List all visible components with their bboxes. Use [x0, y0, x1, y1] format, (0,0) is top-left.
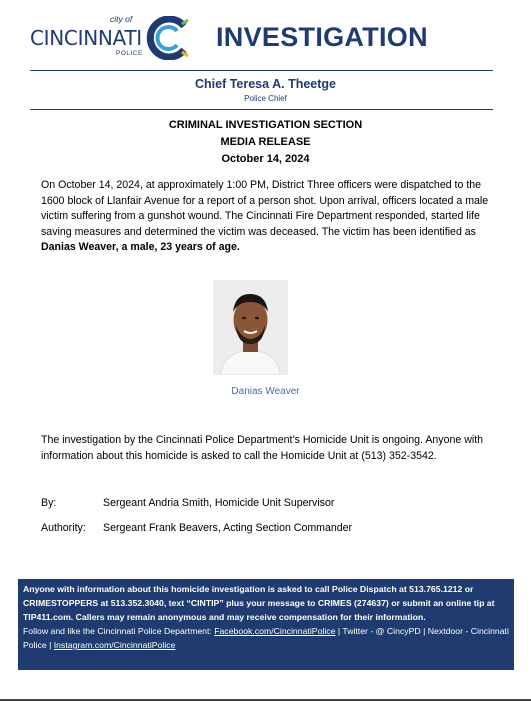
follow-text: Follow and like the Cincinnati Police Department:	[23, 626, 212, 636]
chief-name: Chief Teresa A. Theetge	[194, 77, 336, 91]
tip-footer	[18, 579, 514, 670]
release-date: October 14, 2024	[221, 153, 310, 165]
page-header	[0, 0, 531, 70]
section-heading: CRIMINAL INVESTIGATION SECTION	[168, 119, 363, 131]
logo-city-of: city of	[110, 14, 133, 24]
victim-photo	[213, 280, 288, 375]
photo-caption: Danias Weaver	[231, 386, 300, 397]
cincinnati-police-logo	[30, 14, 190, 60]
page-title: INVESTIGATION	[216, 22, 428, 52]
investigation-paragraph: The investigation by the Cincinnati Police Department’s Homicide Unit is ongoing. Anyone with information about this homicide is asked to call the Homicide Unit at (513) 352-3542.	[41, 434, 484, 462]
logo-police: POLICE	[116, 50, 143, 57]
victim-identity: Danias Weaver, a male, 23 years of age.	[41, 241, 240, 253]
by-label: By:	[41, 497, 57, 509]
incident-text: On October 14, 2024, at approximately 1:00 PM, District Three officers were dispatched to the 1600 block of Llanfair Avenue for a report of a person shot. Upon arrival, officers located a male victim suffering from a gunshot wound. The Cincinnati Fire Department responded, started life saving measures and determined the victim was deceased. The victim has been identified as	[41, 179, 489, 238]
logo-wordmark: CINCINNATI	[30, 26, 142, 50]
facebook-link[interactable]: Facebook.com/CincinnatiPolice	[214, 626, 336, 636]
authority-label: Authority:	[41, 522, 86, 534]
chief-title: Police Chief	[244, 94, 287, 103]
social-text: | Twitter - @ CincyPD | Nextdoor - Cincinnati Police |	[23, 626, 509, 650]
authority-value: Sergeant Frank Beavers, Acting Section Commander	[103, 522, 353, 534]
incident-paragraph	[41, 178, 503, 256]
header-divider	[30, 70, 493, 71]
victim-portrait-image	[213, 280, 288, 375]
by-value: Sergeant Andria Smith, Homicide Unit Supervisor	[103, 497, 335, 509]
release-type: MEDIA RELEASE	[220, 136, 311, 148]
chief-divider	[30, 109, 493, 110]
tip-info: Anyone with information about this homicide investigation is asked to call Police Dispatch at 513.765.1212 or CRIMESTOPPERS at 513.352.3040, text “CINTIP” plus your message to CRIMES (274637) or submit an online tip at TIP411.com. Callers may remain anonymous and may receive compensation for their information.	[23, 584, 495, 622]
cincinnati-c-logo-icon	[144, 16, 190, 60]
instagram-link[interactable]: Instagram.com/CincinnatiPolice	[53, 640, 176, 650]
